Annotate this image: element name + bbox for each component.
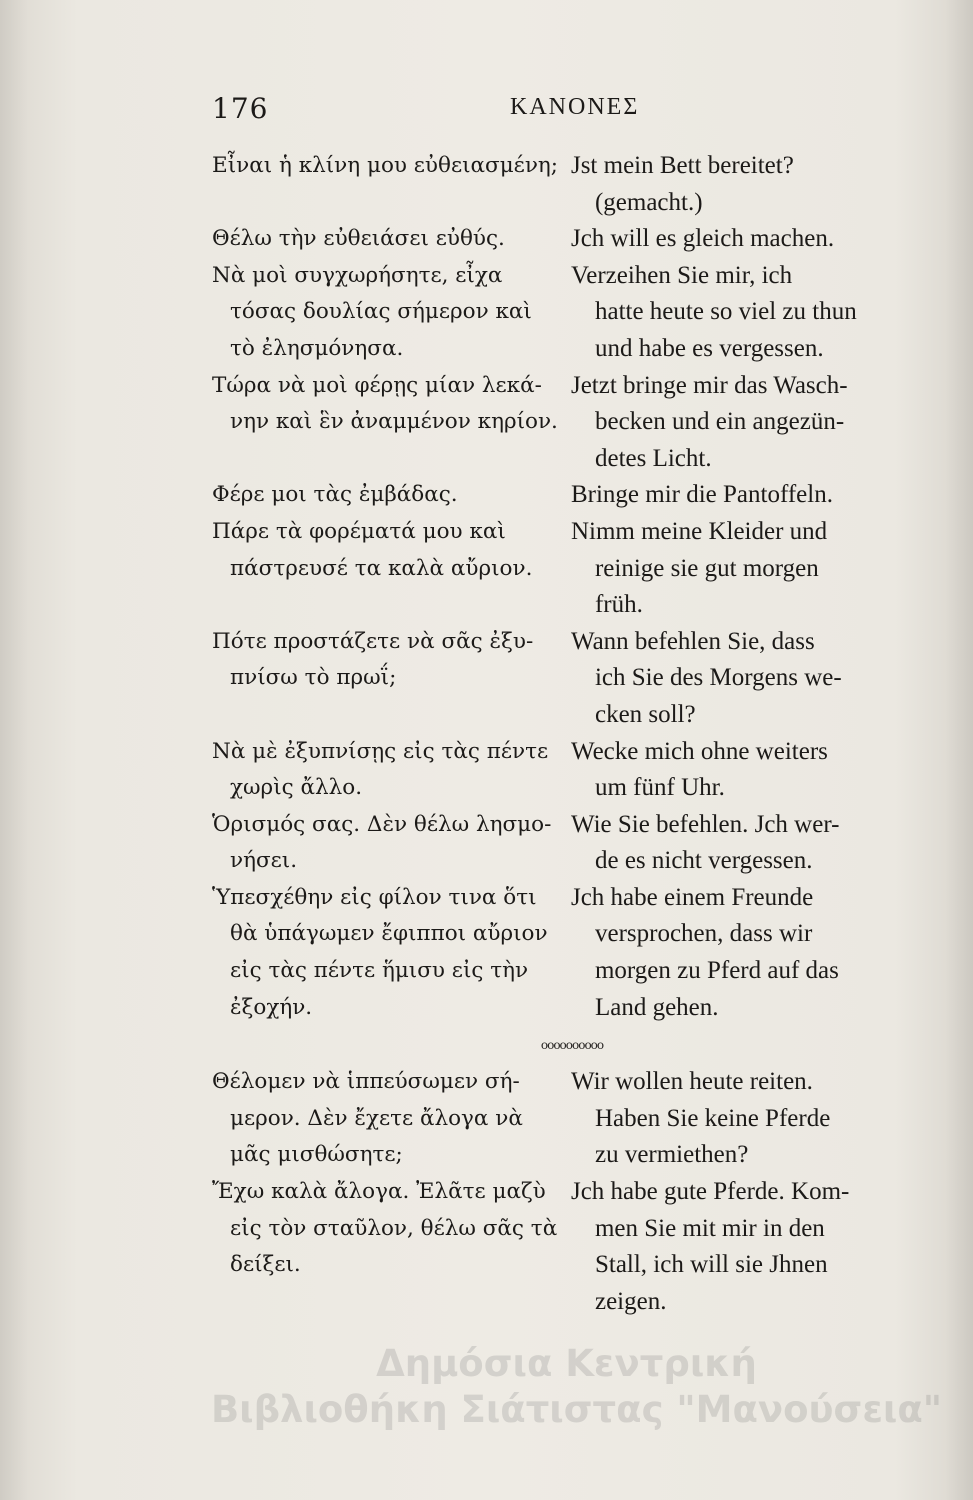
german-line: Nimm meine Kleider und [570,517,828,545]
german-line: Verzeihen Sie mir, ich [570,261,793,289]
greek-phrase [212,1064,571,1174]
phrase-pair [212,624,932,734]
greek-line: θὰ ὑπάγωμεν ἔφιπποι αὔριον [230,921,548,947]
phrase-pair [212,221,932,258]
greek-phrase [212,1174,571,1320]
ornament-divider: oooooooooo [540,1038,604,1053]
phrase-pair [212,807,932,880]
greek-line: Νὰ μὲ ἐξυπνίσῃς εἰς τὰς πέντε [212,738,549,764]
german-translation [571,1174,932,1320]
phrase-pair [212,148,932,221]
german-translation [571,148,932,221]
german-line: hatte heute so viel zu thun [594,298,857,326]
german-line: Wie Sie befehlen. Jch wer- [570,810,840,838]
greek-phrase [212,368,571,478]
german-line: früh. [594,591,643,619]
german-translation [571,1064,932,1174]
greek-phrase [212,624,571,734]
greek-phrase [212,477,571,514]
german-line: cken soll? [594,700,696,728]
greek-phrase [212,734,571,807]
greek-line: μᾶς μισθώσητε; [230,1142,403,1168]
german-line: men Sie mit mir in den [594,1214,825,1242]
german-line: Haben Sie keine Pferde [594,1104,831,1132]
german-translation [571,368,932,478]
german-line: Wann befehlen Sie, dass [570,627,815,655]
greek-line: δείξει. [230,1252,301,1278]
german-line: ich Sie des Morgens we- [594,664,842,692]
greek-line: Θέλομεν νὰ ἱππεύσωμεν σή- [212,1069,520,1095]
greek-line: μερον. Δὲν ἔχετε ἄλογα νὰ [230,1105,523,1131]
phrase-pair [212,734,932,807]
phrase-section-2 [212,1064,932,1320]
phrase-pair [212,368,932,478]
german-line: zu vermiethen? [594,1141,749,1169]
german-translation [571,514,932,624]
greek-phrase [212,514,571,624]
phrase-pair [212,880,932,1026]
greek-line: Ἔχω καλὰ ἄλογα. Ἐλᾶτε μαζὺ [212,1179,546,1205]
greek-line: Νὰ μοὶ συγχωρήσητε, εἶχα [212,262,503,288]
greek-phrase [212,807,571,880]
german-line: Jch habe gute Pferde. Kom- [570,1178,850,1206]
german-line: Jst mein Bett bereitet? [570,152,794,179]
german-translation [571,258,932,368]
german-line: de es nicht vergessen. [594,847,813,875]
phrase-section-1 [212,148,932,1026]
german-line: Jch habe einem Freunde [570,883,814,911]
german-line: morgen zu Pferd auf das [594,957,839,985]
page-edge-shadow-right [945,0,973,1500]
german-line: reinige sie gut morgen [594,554,819,582]
german-line: Wir wollen heute reiten. [570,1068,813,1096]
page-edge-shadow-left [0,0,28,1500]
greek-line: νήσει. [230,848,298,874]
phrase-pair [212,514,932,624]
greek-line: Θέλω τὴν εὐθειάσει εὐθύς. [212,226,505,252]
german-line: Jch will es gleich machen. [570,225,835,253]
greek-phrase [212,148,571,221]
german-translation [571,734,932,807]
german-line: Land gehen. [594,993,719,1021]
page-header [212,92,932,132]
german-translation [571,880,932,1026]
greek-line: Πότε προστάζετε νὰ σᾶς ἐξυ- [212,628,534,654]
german-line: zeigen. [594,1287,667,1315]
greek-phrase [212,880,571,1026]
greek-line: Πάρε τὰ φορέματά μου καὶ [212,518,506,544]
phrase-list [212,148,932,1320]
greek-line: Ὑπεσχέθην εἰς φίλον τινα ὅτι [212,884,537,910]
running-title: ΚΑΝΟΝΕΣ [510,94,640,120]
phrase-pair [212,1064,932,1174]
library-watermark-line-2: Βιβλιοθήκη Σιάτιστας "Μανούσεια" [210,1388,943,1431]
german-translation [571,477,932,514]
greek-line: Ὁρισμός σας. Δὲν θέλω λησμο- [212,811,552,837]
german-line: (gemacht.) [594,188,703,216]
greek-line: χωρὶς ἄλλο. [230,775,363,801]
german-line: versprochen, dass wir [594,920,813,948]
german-line: und habe es vergessen. [594,334,824,362]
german-line: Bringe mir die Pantoffeln. [570,481,833,509]
german-line: becken und ein angezün- [594,408,845,436]
greek-line: νην καὶ ἓν ἀναμμένον κηρίον. [230,409,558,435]
greek-line: Φέρε μοι τὰς ἐμβάδας. [212,482,458,508]
german-translation [571,221,932,258]
greek-phrase [212,258,571,368]
phrase-pair [212,258,932,368]
greek-line: Τώρα νὰ μοὶ φέρῃς μίαν λεκά- [212,372,542,398]
greek-line: πάστρευσέ τα καλὰ αὔριον. [230,555,533,581]
greek-line: τὸ ἐλησμόνησα. [230,335,404,361]
greek-line: ἐξοχήν. [230,994,313,1020]
greek-line: τόσας δουλίας σήμερον καὶ [230,299,532,325]
german-line: um fünf Uhr. [594,774,725,802]
greek-line: εἰς τὸν σταῦλον, θέλω σᾶς τὰ [230,1215,558,1241]
phrase-pair [212,477,932,514]
german-line: Wecke mich ohne weiters [570,737,828,765]
library-watermark-line-1: Δημόσια Κεντρική [376,1342,757,1385]
german-line: Stall, ich will sie Jhnen [594,1251,828,1279]
page-number: 176 [212,92,269,125]
greek-phrase [212,221,571,258]
german-line: detes Licht. [594,444,712,472]
phrase-pair [212,1174,932,1320]
greek-line: Εἶναι ἡ κλίνη μου εὐθειασμένη; [212,153,559,178]
german-translation [571,624,932,734]
german-translation [571,807,932,880]
greek-line: εἰς τὰς πέντε ἥμισυ εἰς τὴν [230,958,529,984]
german-line: Jetzt bringe mir das Wasch- [570,371,848,399]
greek-line: πνίσω τὸ πρωΐ; [230,665,397,691]
